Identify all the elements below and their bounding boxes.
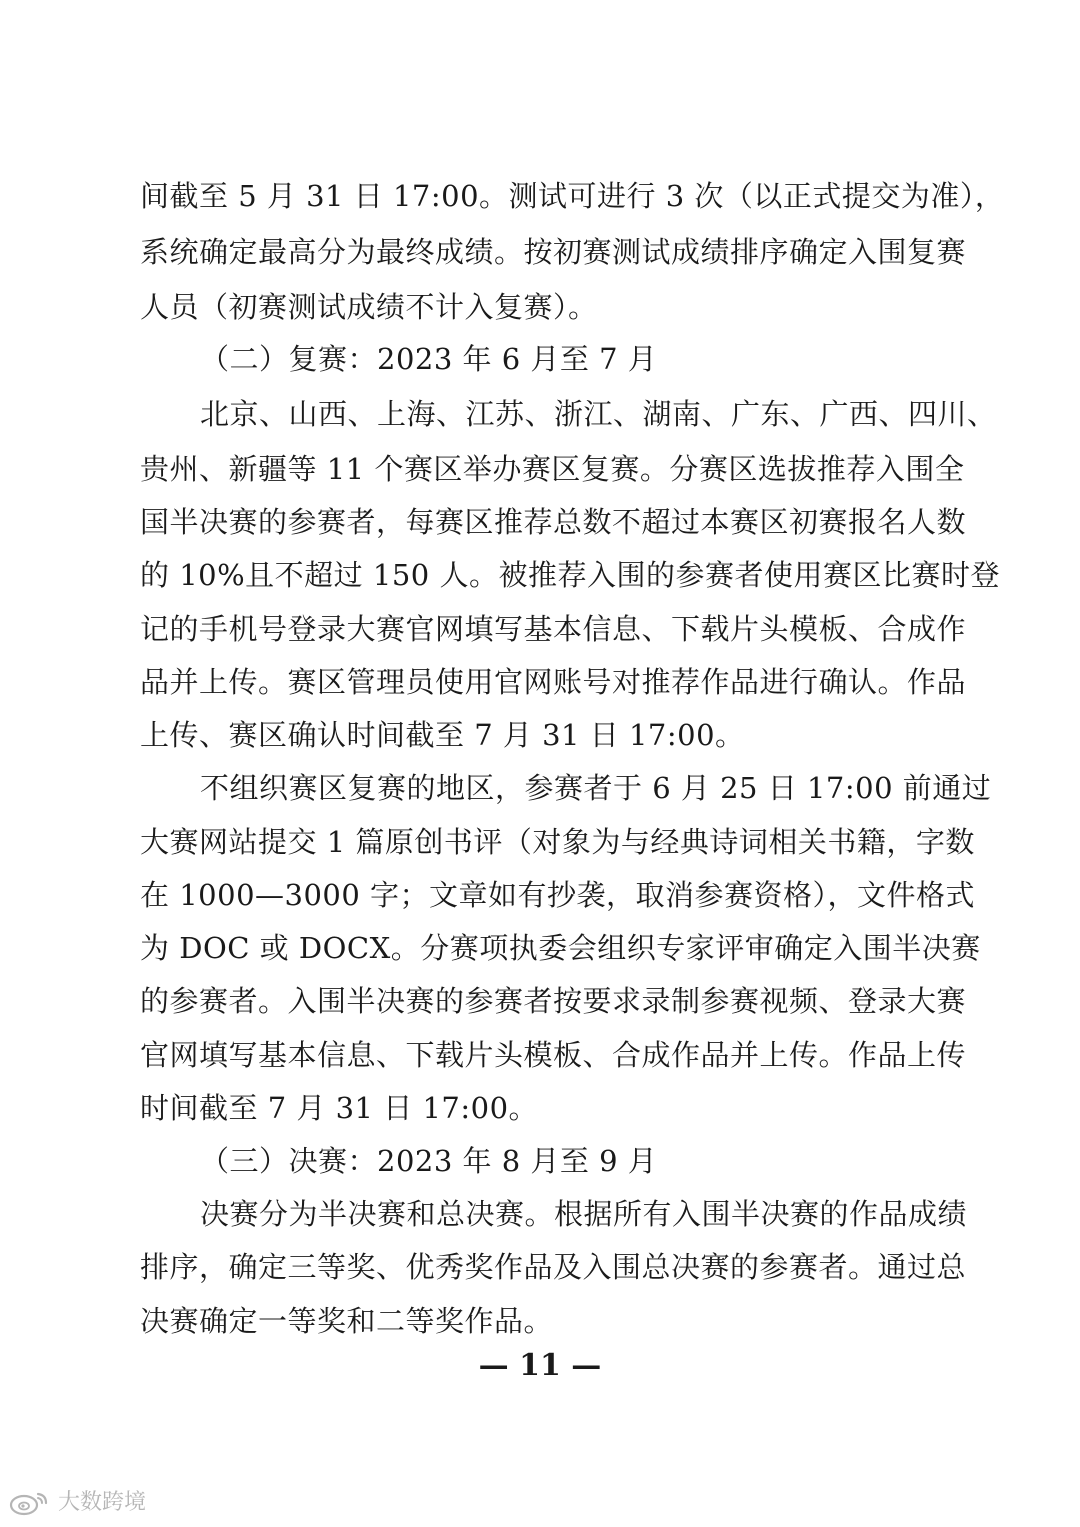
page-number: — 11 — — [478, 1348, 602, 1383]
paragraph-4-line-1: 决赛分为半决赛和总决赛。根据所有入围半决赛的作品成绩 — [200, 1197, 968, 1231]
weibo-logo-icon — [8, 1490, 52, 1516]
section-heading-semifinal: （二）复赛：2023 年 6 月至 7 月 — [200, 342, 658, 376]
paragraph-3-line-4: 为 DOC 或 DOCX。分赛项执委会组织专家评审确定入围半决赛 — [140, 931, 981, 965]
section-heading-final: （三）决赛：2023 年 8 月至 9 月 — [200, 1144, 658, 1178]
paragraph-3-line-1: 不组织赛区复赛的地区，参赛者于 6 月 25 日 17:00 前通过 — [200, 771, 992, 805]
paragraph-4-line-2: 排序，确定三等奖、优秀奖作品及入围总决赛的参赛者。通过总 — [140, 1250, 967, 1284]
watermark-text: 大数跨境 — [58, 1490, 147, 1515]
paragraph-2-line-2: 贵州、新疆等 11 个赛区举办赛区复赛。分赛区选拔推荐入围全 — [140, 452, 965, 486]
paragraph-1-line-2: 系统确定最高分为最终成绩。按初赛测试成绩排序确定入围复赛 — [140, 235, 967, 269]
paragraph-2-line-6: 品并上传。赛区管理员使用官网账号对推荐作品进行确认。作品 — [140, 665, 967, 699]
paragraph-3-line-7: 时间截至 7 月 31 日 17:00。 — [140, 1091, 539, 1125]
paragraph-2-line-1: 北京、山西、上海、江苏、浙江、湖南、广东、广西、四川、 — [200, 397, 997, 431]
paragraph-2-line-4: 的 10%且不超过 150 人。被推荐入围的参赛者使用赛区比赛时登 — [140, 558, 1000, 592]
paragraph-1-line-1: 间截至 5 月 31 日 17:00。测试可进行 3 次（以正式提交为准）， — [140, 179, 1005, 213]
paragraph-3-line-6: 官网填写基本信息、下载片头模板、合成作品并上传。作品上传 — [140, 1038, 967, 1072]
paragraph-4-line-3: 决赛确定一等奖和二等奖作品。 — [140, 1304, 554, 1338]
paragraph-3-line-2: 大赛网站提交 1 篇原创书评（对象为与经典诗词相关书籍，字数 — [140, 825, 975, 859]
paragraph-2-line-7: 上传、赛区确认时间截至 7 月 31 日 17:00。 — [140, 718, 745, 752]
paragraph-3-line-5: 的参赛者。入围半决赛的参赛者按要求录制参赛视频、登录大赛 — [140, 984, 967, 1018]
paragraph-3-line-3: 在 1000—3000 字；文章如有抄袭，取消参赛资格），文件格式 — [140, 878, 976, 912]
watermark — [8, 1488, 146, 1518]
paragraph-1-line-3: 人员（初赛测试成绩不计入复赛）。 — [140, 290, 598, 324]
paragraph-2-line-3: 国半决赛的参赛者，每赛区推荐总数不超过本赛区初赛报名人数 — [140, 505, 967, 539]
paragraph-2-line-5: 记的手机号登录大赛官网填写基本信息、下载片头模板、合成作 — [140, 612, 967, 646]
